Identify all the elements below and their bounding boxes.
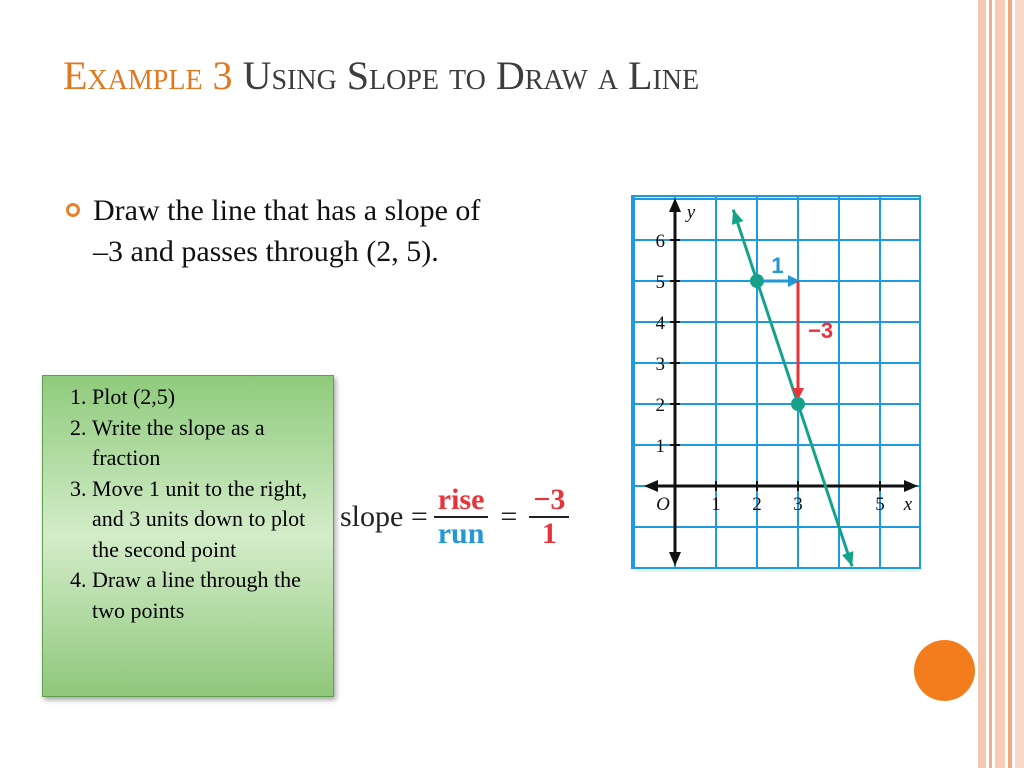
rise-over-run-fraction	[434, 483, 489, 550]
title-text: Using Slope to Draw a Line	[242, 53, 700, 98]
rise-label: rise	[434, 486, 489, 518]
y-tick-label: 1	[655, 436, 665, 457]
y-axis-label: y	[686, 202, 696, 223]
coordinate-graph	[626, 190, 926, 585]
title-accent: Example 3	[63, 53, 233, 98]
plotted-point	[791, 397, 805, 411]
y-tick-label: 5	[655, 272, 665, 293]
decorative-circle	[914, 640, 975, 701]
x-tick-label: 2	[752, 494, 762, 515]
slope-numerator: −3	[529, 486, 569, 518]
x-tick-label: 5	[875, 494, 885, 515]
formula-equals: =	[500, 500, 518, 533]
graph-svg	[626, 190, 926, 580]
y-tick-label: 3	[655, 354, 665, 375]
bullet-icon	[66, 203, 80, 217]
bullet-text: Draw the line that has a slope of –3 and passes through (2, 5).	[93, 194, 481, 268]
slope-formula	[340, 482, 575, 552]
formula-lhs: slope =	[340, 500, 428, 533]
x-tick-label: 3	[793, 494, 803, 515]
step-item: 3. Move 1 unit to the right, and 3 units down to plot the second point	[92, 474, 323, 566]
x-tick-label: 1	[711, 494, 721, 515]
decorative-stripes	[978, 0, 1024, 768]
rise-label: −3	[808, 318, 834, 344]
slide-title	[63, 52, 823, 100]
run-label: 1	[771, 253, 784, 278]
y-tick-label: 6	[655, 231, 665, 252]
slope-value-fraction	[529, 483, 569, 550]
steps-list	[43, 376, 333, 626]
step-item: 2. Write the slope as a fraction	[92, 413, 323, 474]
y-tick-label: 4	[655, 313, 665, 334]
plotted-point	[750, 274, 764, 288]
origin-label: O	[656, 494, 670, 515]
step-item: 1. Plot (2,5)	[92, 382, 323, 413]
step-item: 4. Draw a line through the two points	[92, 565, 323, 626]
steps-box	[42, 375, 334, 697]
y-tick-label: 2	[655, 395, 665, 416]
x-axis-label: x	[903, 494, 913, 515]
run-label: run	[437, 517, 485, 550]
slope-denominator: 1	[541, 517, 557, 550]
bullet-item	[66, 190, 496, 272]
